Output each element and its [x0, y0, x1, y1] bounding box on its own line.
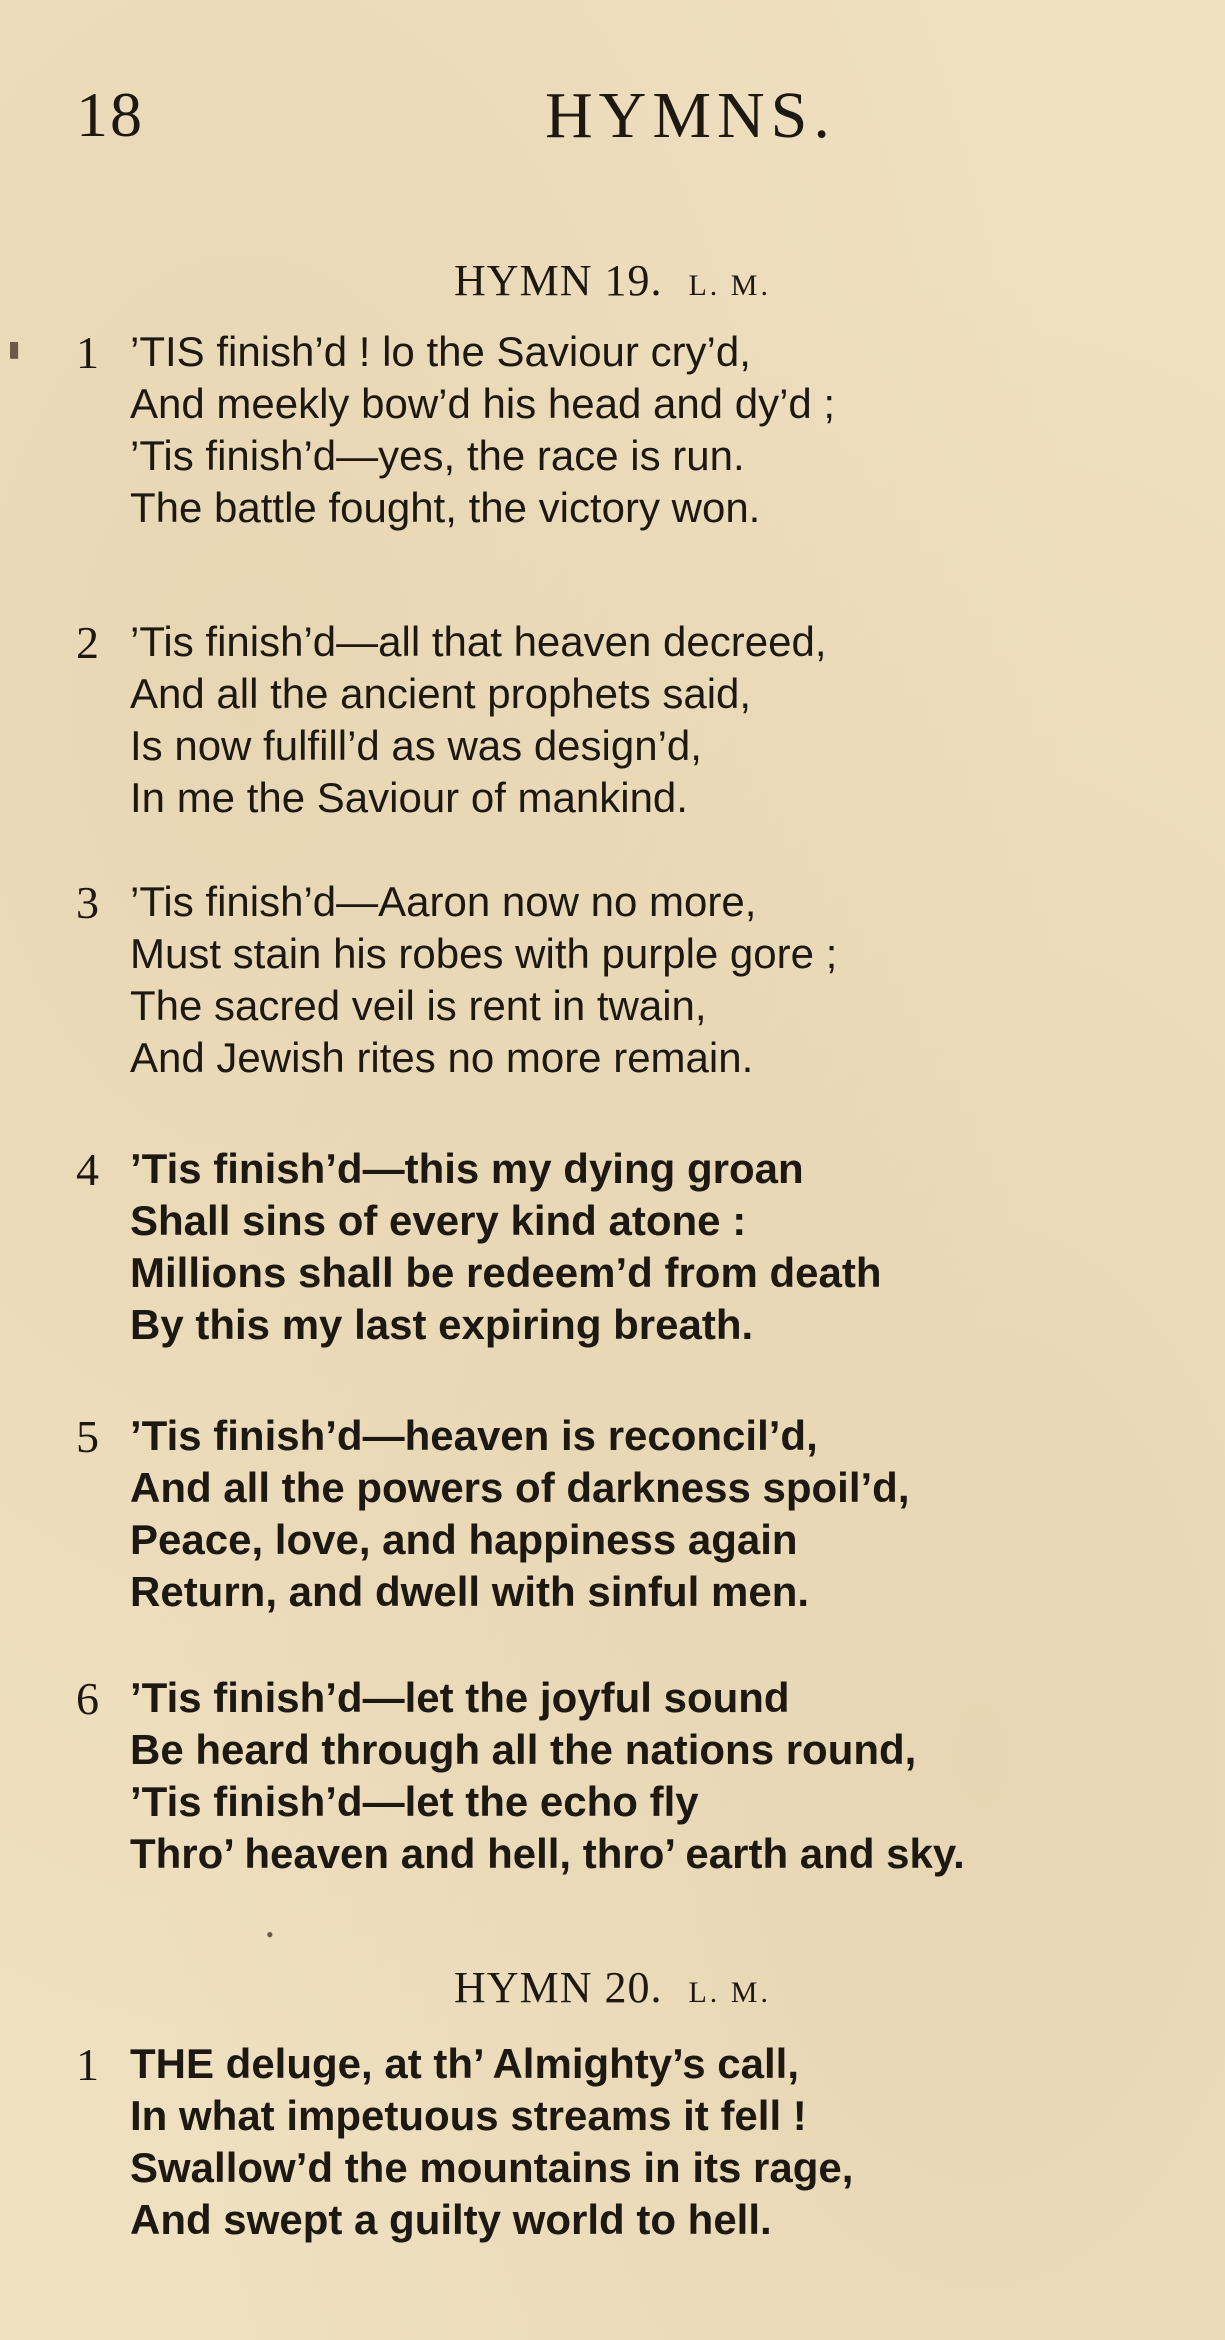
verse-line: Thro’ heaven and hell, thro’ earth and sky.: [130, 1830, 965, 1877]
verse-line: ’Tis finish’d—yes, the race is run.: [130, 432, 745, 479]
verse-line: And Jewish rites no more remain.: [130, 1034, 754, 1081]
verse-line: And all the ancient prophets said,: [130, 670, 752, 717]
verse-line: Shall sins of every kind atone :: [130, 1197, 747, 1244]
ink-speck: •: [266, 1922, 274, 1947]
verse-line: And meekly bow’d his head and dy’d ;: [130, 380, 836, 427]
hymn-meter: L. M.: [688, 1976, 771, 2009]
stanza-number: 4: [76, 1144, 99, 1195]
verse-line: In what impetuous streams it fell !: [130, 2092, 807, 2139]
verse-line: Must stain his robes with purple gore ;: [130, 930, 838, 977]
verse-line: Millions shall be redeem’d from death: [130, 1249, 882, 1296]
hymn-title-text: HYMN 20.: [454, 1963, 663, 2012]
verse-line: And swept a guilty world to hell.: [130, 2196, 772, 2243]
verse-line: ’Tis finish’d—Aaron now no more,: [130, 878, 757, 925]
running-title: HYMNS.: [545, 79, 836, 152]
verse-line: The battle fought, the victory won.: [130, 484, 761, 531]
verse-line: ’Tis finish’d—let the joyful sound: [130, 1674, 790, 1721]
verse-line: Is now fulfill’d as was design’d,: [130, 722, 702, 769]
verse-line: Peace, love, and happiness again: [130, 1516, 798, 1563]
hymn-title: [0, 1962, 1225, 2013]
verse-line: By this my last expiring breath.: [130, 1301, 754, 1348]
hymn-meter: L. M.: [688, 269, 771, 302]
verse-line: And all the powers of darkness spoil’d,: [130, 1464, 910, 1511]
ink-speck: ▮: [8, 336, 21, 361]
verse-line: The sacred veil is rent in twain,: [130, 982, 707, 1029]
hymn-title: [0, 255, 1225, 306]
verse-line: ’Tis finish’d—all that heaven decreed,: [130, 618, 827, 665]
stanza-number: 2: [76, 617, 99, 668]
verse-line: ’Tis finish’d—let the echo fly: [130, 1778, 699, 1825]
page-header: [0, 78, 1225, 158]
stanza-number: 3: [76, 877, 99, 928]
verse-line: ’Tis finish’d—this my dying groan: [130, 1145, 804, 1192]
verse-line: ’TIS finish’d ! lo the Saviour cry’d,: [130, 328, 751, 375]
stanza-number: 1: [76, 327, 99, 378]
stanza-number: 5: [76, 1411, 99, 1462]
stanza-number: 1: [76, 2039, 99, 2090]
stanza-number: 6: [76, 1673, 99, 1724]
verse-line: THE deluge, at th’ Almighty’s call,: [130, 2040, 800, 2087]
verse-line: In me the Saviour of mankind.: [130, 774, 688, 821]
hymn-title-text: HYMN 19.: [454, 256, 663, 305]
verse-line: ’Tis finish’d—heaven is reconcil’d,: [130, 1412, 818, 1459]
verse-line: Be heard through all the nations round,: [130, 1726, 917, 1773]
verse-line: Return, and dwell with sinful men.: [130, 1568, 810, 1615]
verse-line: Swallow’d the mountains in its rage,: [130, 2144, 854, 2191]
page-number: 18: [76, 79, 144, 150]
